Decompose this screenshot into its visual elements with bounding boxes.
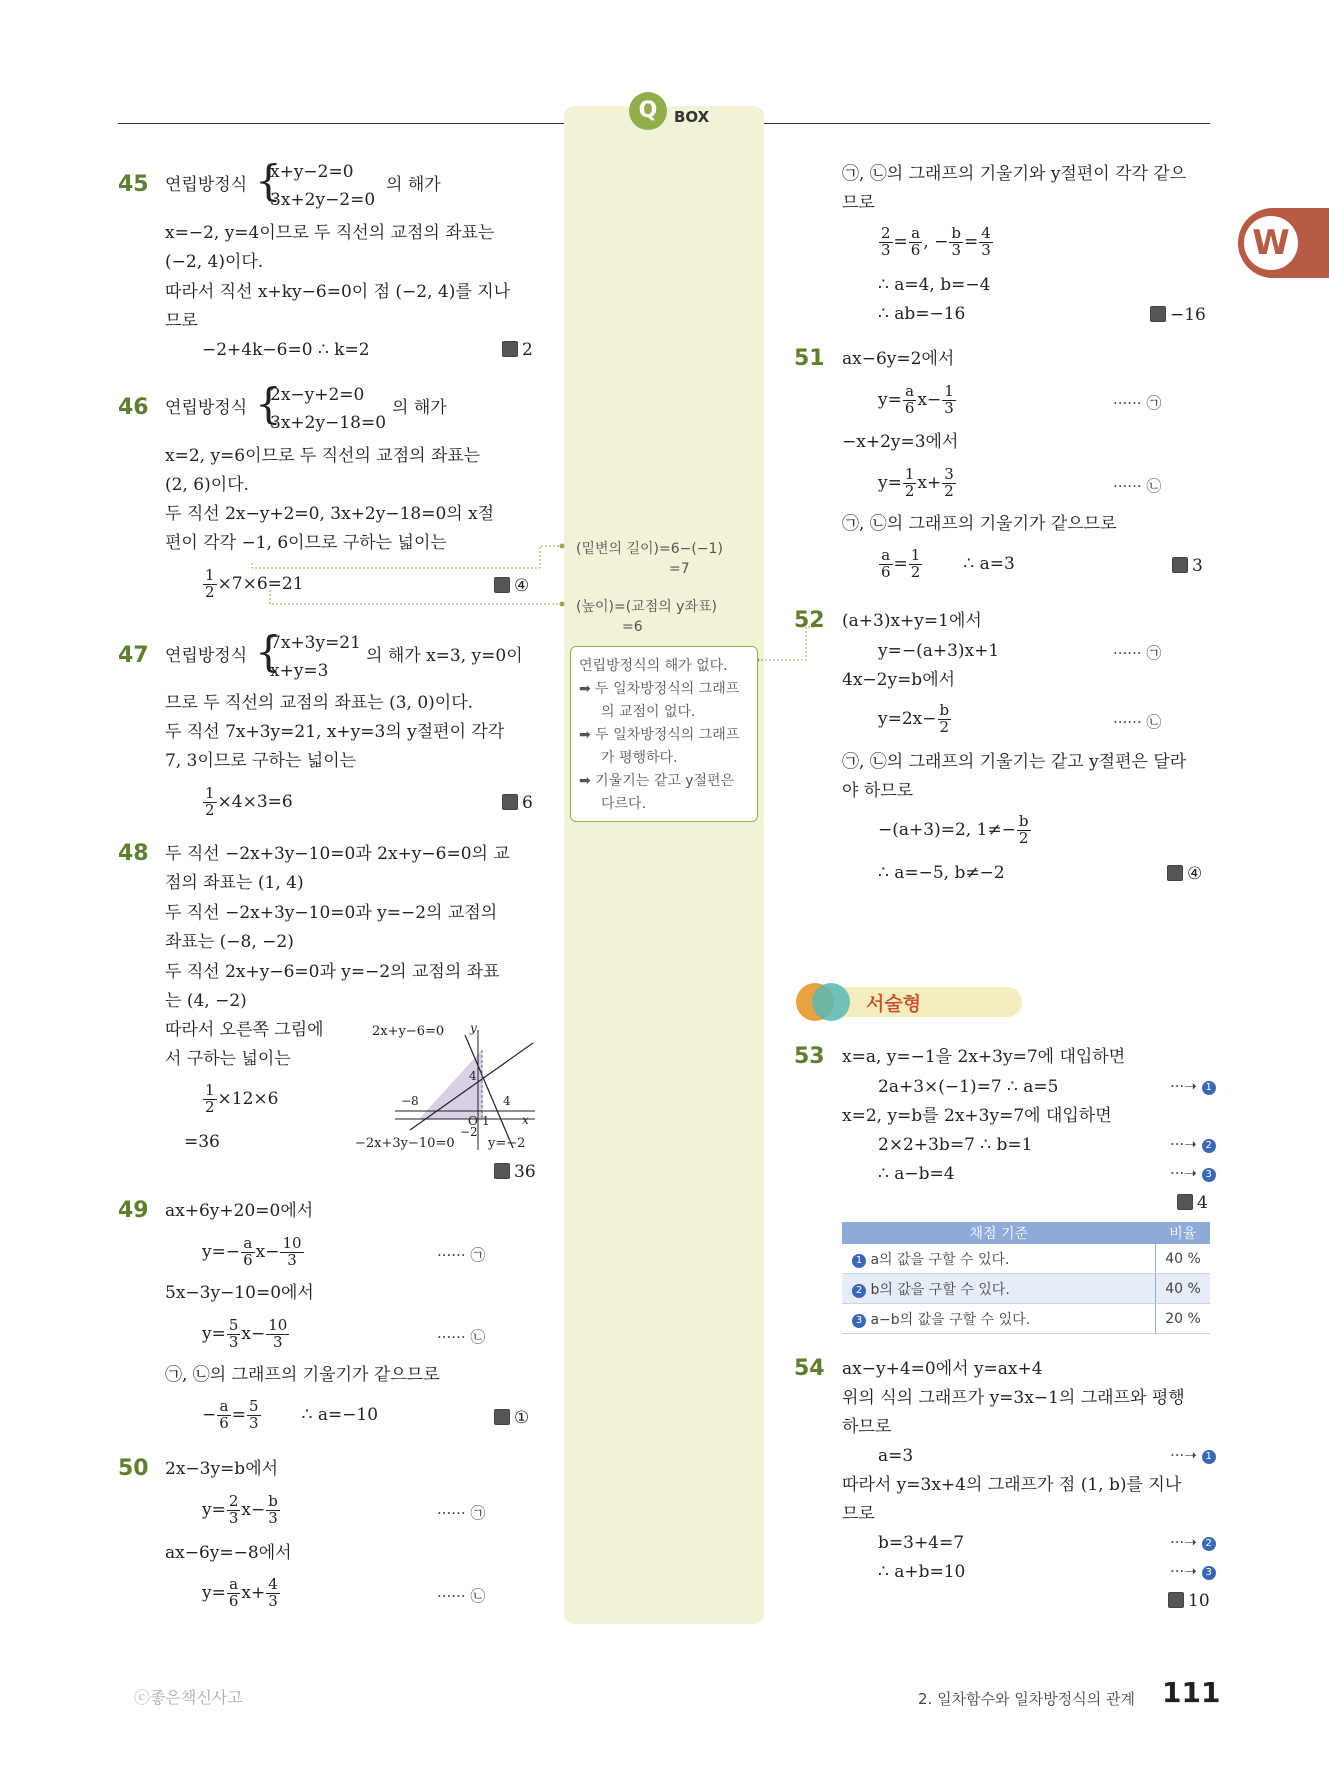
text-line: ax−6y=2에서 [842,349,955,369]
step-marker: ···➝ 3 [1170,1164,1216,1182]
qbox-label: BOX [674,108,710,126]
fraction: $\frac{a}{6}$ [904,382,915,417]
text-line: 연립방정식 [165,398,248,418]
text-line: y= $\frac{5}{3}$ x− $\frac{10}{3}$ [202,1316,288,1351]
step-marker: ···➝ 2 [1170,1533,1216,1551]
fraction: $\frac{10}{3}$ [268,1316,288,1351]
fraction: $\frac{2}{3}$ [881,224,891,259]
equation: x+y−2=0 [270,162,354,182]
text-line: ax+6y+20=0에서 [165,1201,314,1221]
text-line: y=− $\frac{a}{6}$ x− $\frac{10}{3}$ [202,1234,302,1269]
fraction: $\frac{1}{2}$ [910,546,921,581]
tip-line: 가 평행하다. [601,750,678,766]
text-line: 연립방정식 [165,175,248,195]
equation-marker: ······ ㉠ [1113,644,1162,662]
text-line: y= $\frac{2}{3}$ x− $\frac{b}{3}$ [202,1492,278,1527]
text-line: 따라서 오른쪽 그림에 [165,1020,324,1040]
answer-icon [1177,1194,1193,1210]
fraction: $\frac{b}{2}$ [939,701,950,736]
tick-label: −8 [401,1094,419,1108]
problem-number: 54 [794,1356,825,1381]
answer-value: ④ [1187,864,1203,884]
text-line: $\frac{1}{2}$ ×12×6 [205,1081,279,1116]
text-line: x=−2, y=4이므로 두 직선의 교점의 좌표는 [165,223,495,243]
fraction: $\frac{4}{3}$ [268,1575,278,1610]
text-line: 2a+3×(−1)=7 ∴ a=5 [878,1077,1059,1097]
graph-label: 2x+y−6=0 [372,1024,445,1039]
chapter-title: 2. 일차함수와 일차방정식의 관계 [918,1690,1135,1708]
fraction: $\frac{1}{3}$ [944,382,954,417]
text-line: 연립방정식 [165,646,248,666]
problem-number: 49 [118,1198,149,1223]
text-line: 두 직선 7x+3y=21, x+y=3의 y절편이 각각 [165,722,505,742]
text-line: 2x−3y=b에서 [165,1459,279,1479]
text-line: 두 직선 2x+y−6=0과 y=−2의 교점의 좌표 [165,962,500,982]
answer-value: 36 [514,1162,536,1182]
fraction: $\frac{5}{3}$ [228,1316,239,1351]
text-line: ㉠, ㉡의 그래프의 기울기와 y절편이 각각 같으 [842,164,1187,184]
equation-marker: ······ ㉡ [1113,477,1162,495]
text-line: (−2, 4)이다. [165,252,264,272]
text-line: y= $\frac{1}{2}$ x+ $\frac{3}{2}$ [878,465,954,500]
tick-label: 1 [482,1114,490,1128]
answer-value: 4 [1197,1193,1208,1213]
answer-value: ④ [514,576,530,596]
page-number: 111 [1162,1676,1221,1709]
text-line: 의 해가 [386,175,441,195]
step-marker: ···➝ 3 [1170,1562,1216,1580]
tip-line: 의 교점이 없다. [601,704,696,720]
y-axis-label: y [470,1021,477,1035]
text-line: a=3 [878,1446,914,1466]
text-line: 므로 [165,311,198,331]
text-line: 는 (4, −2) [165,991,247,1011]
fraction: $\frac{4}{3}$ [981,224,991,259]
problem-number: 46 [118,395,149,420]
tick-label: 4 [503,1094,511,1108]
text-line: $\frac{1}{2}$ ×4×3=6 [205,784,293,819]
text-line: − $\frac{a}{6}$ = $\frac{5}{3}$ ∴ a=−10 [202,1397,379,1432]
text-line: 므로 [842,193,875,213]
text-line: y= $\frac{a}{6}$ x+ $\frac{4}{3}$ [202,1575,278,1610]
brace: { [255,156,282,205]
fraction: $\frac{1}{2}$ [904,465,915,500]
equation: 7x+3y=21 [270,633,361,653]
tick-label: −2 [460,1125,478,1139]
answer [1177,1193,1208,1213]
step-marker: ···➝ 1 [1170,1077,1216,1095]
qbox-note: =7 [669,561,690,577]
answer-value: ① [514,1408,530,1428]
text-line: 7, 3이므로 구하는 넓이는 [165,751,357,771]
brace: { [255,379,282,428]
text-line: ㉠, ㉡의 그래프의 기울기가 같으므로 [165,1365,440,1385]
equation-marker: ······ ㉡ [437,1328,486,1346]
text-line: x=a, y=−1을 2x+3y=7에 대입하면 [842,1047,1126,1067]
text-line: −2+4k−6=0 ∴ k=2 [202,340,370,360]
answer [1172,556,1203,576]
fraction: $\frac{b}{3}$ [951,224,962,259]
text-line: y=−(a+3)x+1 [878,641,1000,661]
table-header: 채점 기준 [842,1222,1156,1244]
table-header: 비율 [1156,1222,1211,1244]
problem-number: 51 [794,346,825,371]
equation: 2x−y+2=0 [270,385,365,405]
fraction: $\frac{5}{3}$ [249,1397,259,1432]
equation-marker: ······ ㉠ [437,1504,486,1522]
graph-label: −2x+3y−10=0 [355,1136,455,1151]
qbox-note: =6 [622,619,643,635]
tip-line: 다르다. [601,796,647,812]
equation: x+y=3 [270,661,329,681]
qbox-note: (높이)=(교점의 y좌표) [576,599,717,615]
text-line: $\frac{a}{6}$ = $\frac{1}{2}$ ∴ a=3 [881,546,1015,581]
fraction: $\frac{a}{6}$ [219,1397,229,1432]
text-line: 서 구하는 넓이는 [165,1049,291,1069]
qbox-tip-box [570,646,758,822]
answer-value: −16 [1170,305,1206,325]
text-line: =36 [184,1132,220,1152]
text-line: x=2, y=6이므로 두 직선의 교점의 좌표는 [165,446,481,466]
section-title: 서술형 [866,993,922,1015]
text-line: ax−y+4=0에서 y=ax+4 [842,1359,1043,1379]
text-line: −x+2y=3에서 [842,432,959,452]
text-line: ∴ a+b=10 [878,1562,966,1582]
step-marker: ···➝ 2 [1170,1135,1216,1153]
w-logo-icon: W [1244,216,1298,270]
text-line: (2, 6)이다. [165,475,249,495]
text-line: 두 직선 −2x+3y−10=0과 2x+y−6=0의 교 [165,844,510,864]
text-line: 좌표는 (−8, −2) [165,932,294,952]
copyright: ⓒ좋은책신사고 [134,1688,243,1707]
section-icon [812,983,850,1021]
answer-icon [1172,557,1188,573]
fraction: $\frac{a}{6}$ [910,224,921,259]
equation-marker: ······ ㉠ [437,1246,486,1264]
tip-line: ➡ 두 일차방정식의 그래프 [579,681,740,697]
text-line: 의 해가 [392,398,447,418]
problem-number: 50 [118,1456,149,1481]
fraction: $\frac{1}{2}$ [205,1081,215,1116]
answer [1168,1591,1210,1611]
text-line: 야 하므로 [842,781,914,801]
answer-icon [1150,306,1166,322]
problem-number: 45 [118,172,149,197]
fraction: $\frac{b}{2}$ [1018,812,1029,847]
x-axis-label: x [522,1113,529,1127]
text-line: 따라서 y=3x+4의 그래프가 점 (1, b)를 지나 [842,1475,1182,1495]
origin-label: O [468,1114,478,1128]
answer [1167,864,1202,884]
equation-marker: ······ ㉠ [1113,394,1162,412]
answer-icon [494,1409,510,1425]
text-line: 위의 식의 그래프가 y=3x−1의 그래프와 평행 [842,1388,1185,1408]
qbox-badge: Q [629,92,667,130]
text-line: $\frac{1}{2}$ ×7×6=21 [205,566,304,601]
text-line: 두 직선 2x−y+2=0, 3x+2y−18=0의 x절 [165,504,495,524]
fraction: $\frac{2}{3}$ [228,1492,239,1527]
grading-table [842,1222,1210,1334]
text-line: 므로 [842,1504,875,1524]
step-marker: ···➝ 1 [1170,1446,1216,1464]
text-line: ∴ a=−5, b≠−2 [878,863,1005,883]
equation: 3x+2y−2=0 [270,190,376,210]
text-line: 의 해가 x=3, y=0이 [366,646,523,666]
answer [502,793,533,813]
text-line: 므로 두 직선의 교점의 좌표는 (3, 0)이다. [165,693,474,713]
text-line: 2×2+3b=7 ∴ b=1 [878,1135,1033,1155]
text-line: ax−6y=−8에서 [165,1543,292,1563]
text-line: 점의 좌표는 (1, 4) [165,873,304,893]
qbox-note: (밑변의 길이)=6−(−1) [576,541,723,557]
problem-number: 53 [794,1044,825,1069]
text-line: 두 직선 −2x+3y−10=0과 y=−2의 교점의 [165,903,498,923]
answer-value: 2 [522,340,533,360]
answer [494,1408,529,1428]
text-line: 5x−3y−10=0에서 [165,1283,314,1303]
answer-value: 3 [1192,556,1203,576]
table-row: 1 a의 값을 구할 수 있다. 40 % [842,1244,1210,1274]
text-line: ㉠, ㉡의 그래프의 기울기가 같으므로 [842,514,1117,534]
problem-number: 52 [794,608,825,633]
fraction: $\frac{a}{6}$ [228,1575,239,1610]
equation: 3x+2y−18=0 [270,413,387,433]
answer-icon [1167,865,1183,881]
graph-label: y=−2 [488,1136,526,1151]
text-line: ∴ ab=−16 [878,304,966,324]
equation-marker: ······ ㉡ [1113,713,1162,731]
text-line: (a+3)x+y=1에서 [842,611,982,631]
area-graph [355,1020,545,1180]
fraction: $\frac{a}{6}$ [881,546,891,581]
brace: { [255,627,282,676]
answer-icon [1168,1592,1184,1608]
answer-value: 10 [1188,1591,1210,1611]
answer-value: 6 [522,793,533,813]
text-line: ∴ a=4, b=−4 [878,275,991,295]
text-line: y=2x− $\frac{b}{2}$ [878,701,950,736]
text-line: 하므로 [842,1417,892,1437]
problem-number: 48 [118,841,149,866]
fraction: $\frac{10}{3}$ [282,1234,302,1269]
problem-number: 47 [118,643,149,668]
text-line: 4x−2y=b에서 [842,670,956,690]
text-line: b=3+4=7 [878,1533,965,1553]
tip-line: ➡ 기울기는 같고 y절편은 [579,773,735,789]
tip-line: 연립방정식의 해가 없다. [579,658,728,674]
text-line: x=2, y=b를 2x+3y=7에 대입하면 [842,1106,1112,1126]
text-line: ∴ a−b=4 [878,1164,955,1184]
tick-label: 4 [469,1069,477,1083]
text-line: ㉠, ㉡의 그래프의 기울기는 같고 y절편은 달라 [842,752,1187,772]
fraction: $\frac{b}{3}$ [268,1492,278,1527]
fraction: $\frac{1}{2}$ [205,566,215,601]
text-line: −(a+3)=2, 1≠− $\frac{b}{2}$ [878,812,1029,847]
table-row: 2 b의 값을 구할 수 있다. 40 % [842,1274,1210,1304]
table-row: 3 a−b의 값을 구할 수 있다. 20 % [842,1304,1210,1334]
fraction: $\frac{3}{2}$ [944,465,954,500]
text-line: $\frac{2}{3}$ = $\frac{a}{6}$ , − $\frac{b}{3}$ = $\frac{4}{3}$ [881,224,991,259]
text-line: 편이 각각 −1, 6이므로 구하는 넓이는 [165,533,447,553]
answer [1150,305,1206,325]
tip-line: ➡ 두 일차방정식의 그래프 [579,727,740,743]
equation-marker: ······ ㉡ [437,1587,486,1605]
fraction: $\frac{a}{6}$ [243,1234,253,1269]
fraction: $\frac{1}{2}$ [205,784,215,819]
text-line: y= $\frac{a}{6}$ x− $\frac{1}{3}$ [878,382,954,417]
text-line: 따라서 직선 x+ky−6=0이 점 (−2, 4)를 지나 [165,282,511,302]
answer-icon [502,794,518,810]
